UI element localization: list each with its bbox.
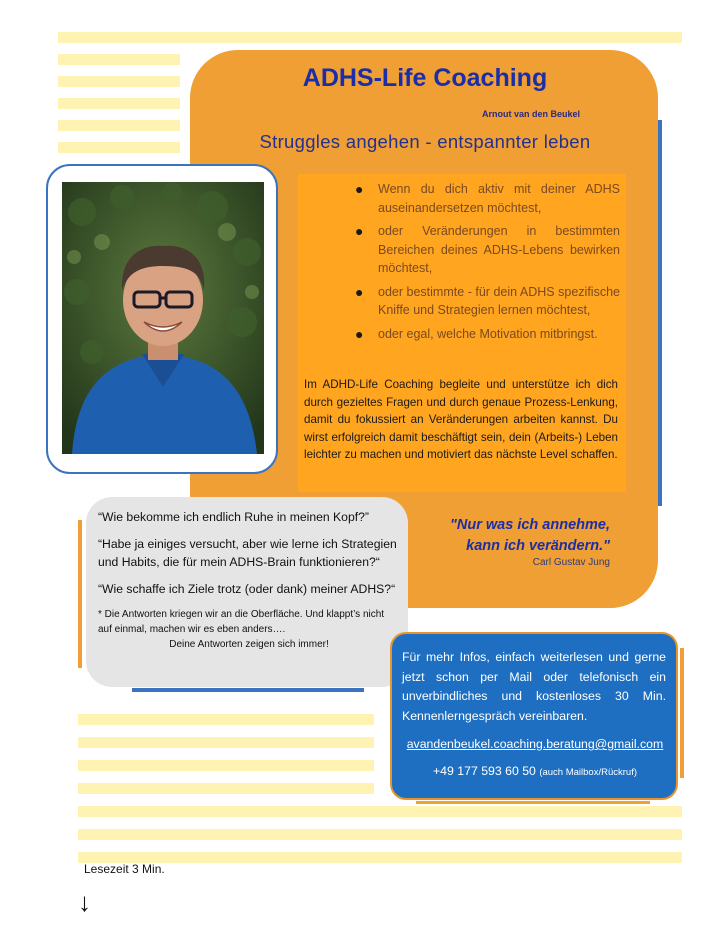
deco-stripe: [78, 852, 682, 863]
question-1: “Wie bekomme ich endlich Ruhe in meinen Kopf?”: [98, 510, 369, 524]
bullet-icon: ●: [355, 283, 364, 300]
email-link[interactable]: avandenbeukel.coaching.beratung@gmail.com: [406, 737, 664, 751]
bullet-icon: ●: [355, 223, 364, 239]
bullet-icon: ●: [355, 181, 364, 197]
page-subtitle: Struggles angehen - entspannter leben: [259, 131, 591, 152]
bullet-icon: ●: [355, 325, 364, 342]
deco-stripe: [58, 32, 682, 43]
author-name: Arnout van den Beukel: [482, 109, 581, 119]
bullet-list: [300, 180, 620, 348]
accent-bar: [658, 120, 662, 506]
deco-stripe: [78, 829, 682, 840]
deco-stripe: [58, 120, 180, 131]
deco-stripe: [78, 760, 374, 771]
portrait-photo: [62, 182, 264, 454]
coaching-description: Im ADHD-Life Coaching begleite und unterstütze ich dich durch gezieltes Fragen und durch genaue Prozess-Lenkung, damit du fokussiert an Veränderungen arbeiten kannst. Du wirst erfolgreich damit beschäftigt sein, dein (Arbeits-) Leben leichter zu machen und motiviert das nächste Level schaffen.: [304, 378, 618, 462]
list-item: ● Wenn du dich aktiv mit deiner ADHS auseinandersetzen möchtest,: [355, 181, 620, 215]
deco-stripe: [78, 783, 374, 794]
reading-time: Lesezeit 3 Min.: [84, 862, 165, 876]
deco-stripe: [78, 714, 374, 725]
answers-closing: Deine Antworten zeigen sich immer!: [169, 639, 329, 650]
page-title: ADHS-Life Coaching: [302, 64, 548, 92]
deco-stripe: [78, 737, 374, 748]
deco-stripe: [58, 76, 180, 87]
list-item: ● oder bestimmte - für dein ADHS spezifische Kniffe und Strategien lernen möchtest,: [355, 283, 620, 317]
question-3: “Wie schaffe ich Ziele trotz (oder dank) meiner ADHS?“: [98, 582, 396, 596]
question-2: “Habe ja einiges versucht, aber wie lerne ich Strategien und Habits, die für mein ADHS-Brain funktionieren?“: [98, 537, 397, 569]
list-item: ● oder Veränderungen in bestimmten Bereichen deines ADHS-Lebens bewirken möchtest,: [355, 223, 620, 275]
arrow-down-icon: ↓: [78, 887, 91, 917]
accent-line: [416, 801, 650, 804]
phone-number: +49 177 593 60 50 (auch Mailbox/Rückruf): [432, 764, 637, 778]
questions-text: [98, 508, 400, 652]
answers-note: * Die Antworten kriegen wir an die Oberfläche. Und klappt’s nicht auf einmal, machen wir es eben anders….: [98, 609, 385, 635]
deco-stripe: [58, 142, 180, 153]
deco-stripe: [58, 98, 180, 109]
deco-stripe: [58, 54, 180, 65]
quote-author: Carl Gustav Jung: [532, 557, 610, 568]
deco-stripe: [78, 806, 682, 817]
accent-line: [132, 688, 364, 692]
accent-bar: [680, 648, 684, 778]
accent-bar: [78, 520, 82, 668]
contact-text: Für mehr Infos, einfach weiterlesen und gerne jetzt schon per Mail oder telefonisch ein unverbindliches und kostenloses 30 Min. Kennenlerngespräch vereinbaren.: [402, 650, 666, 723]
quote: "Nur was ich annehme, kann ich verändern.": [450, 517, 610, 554]
list-item: ● oder egal, welche Motivation mitbringst.: [355, 325, 598, 342]
